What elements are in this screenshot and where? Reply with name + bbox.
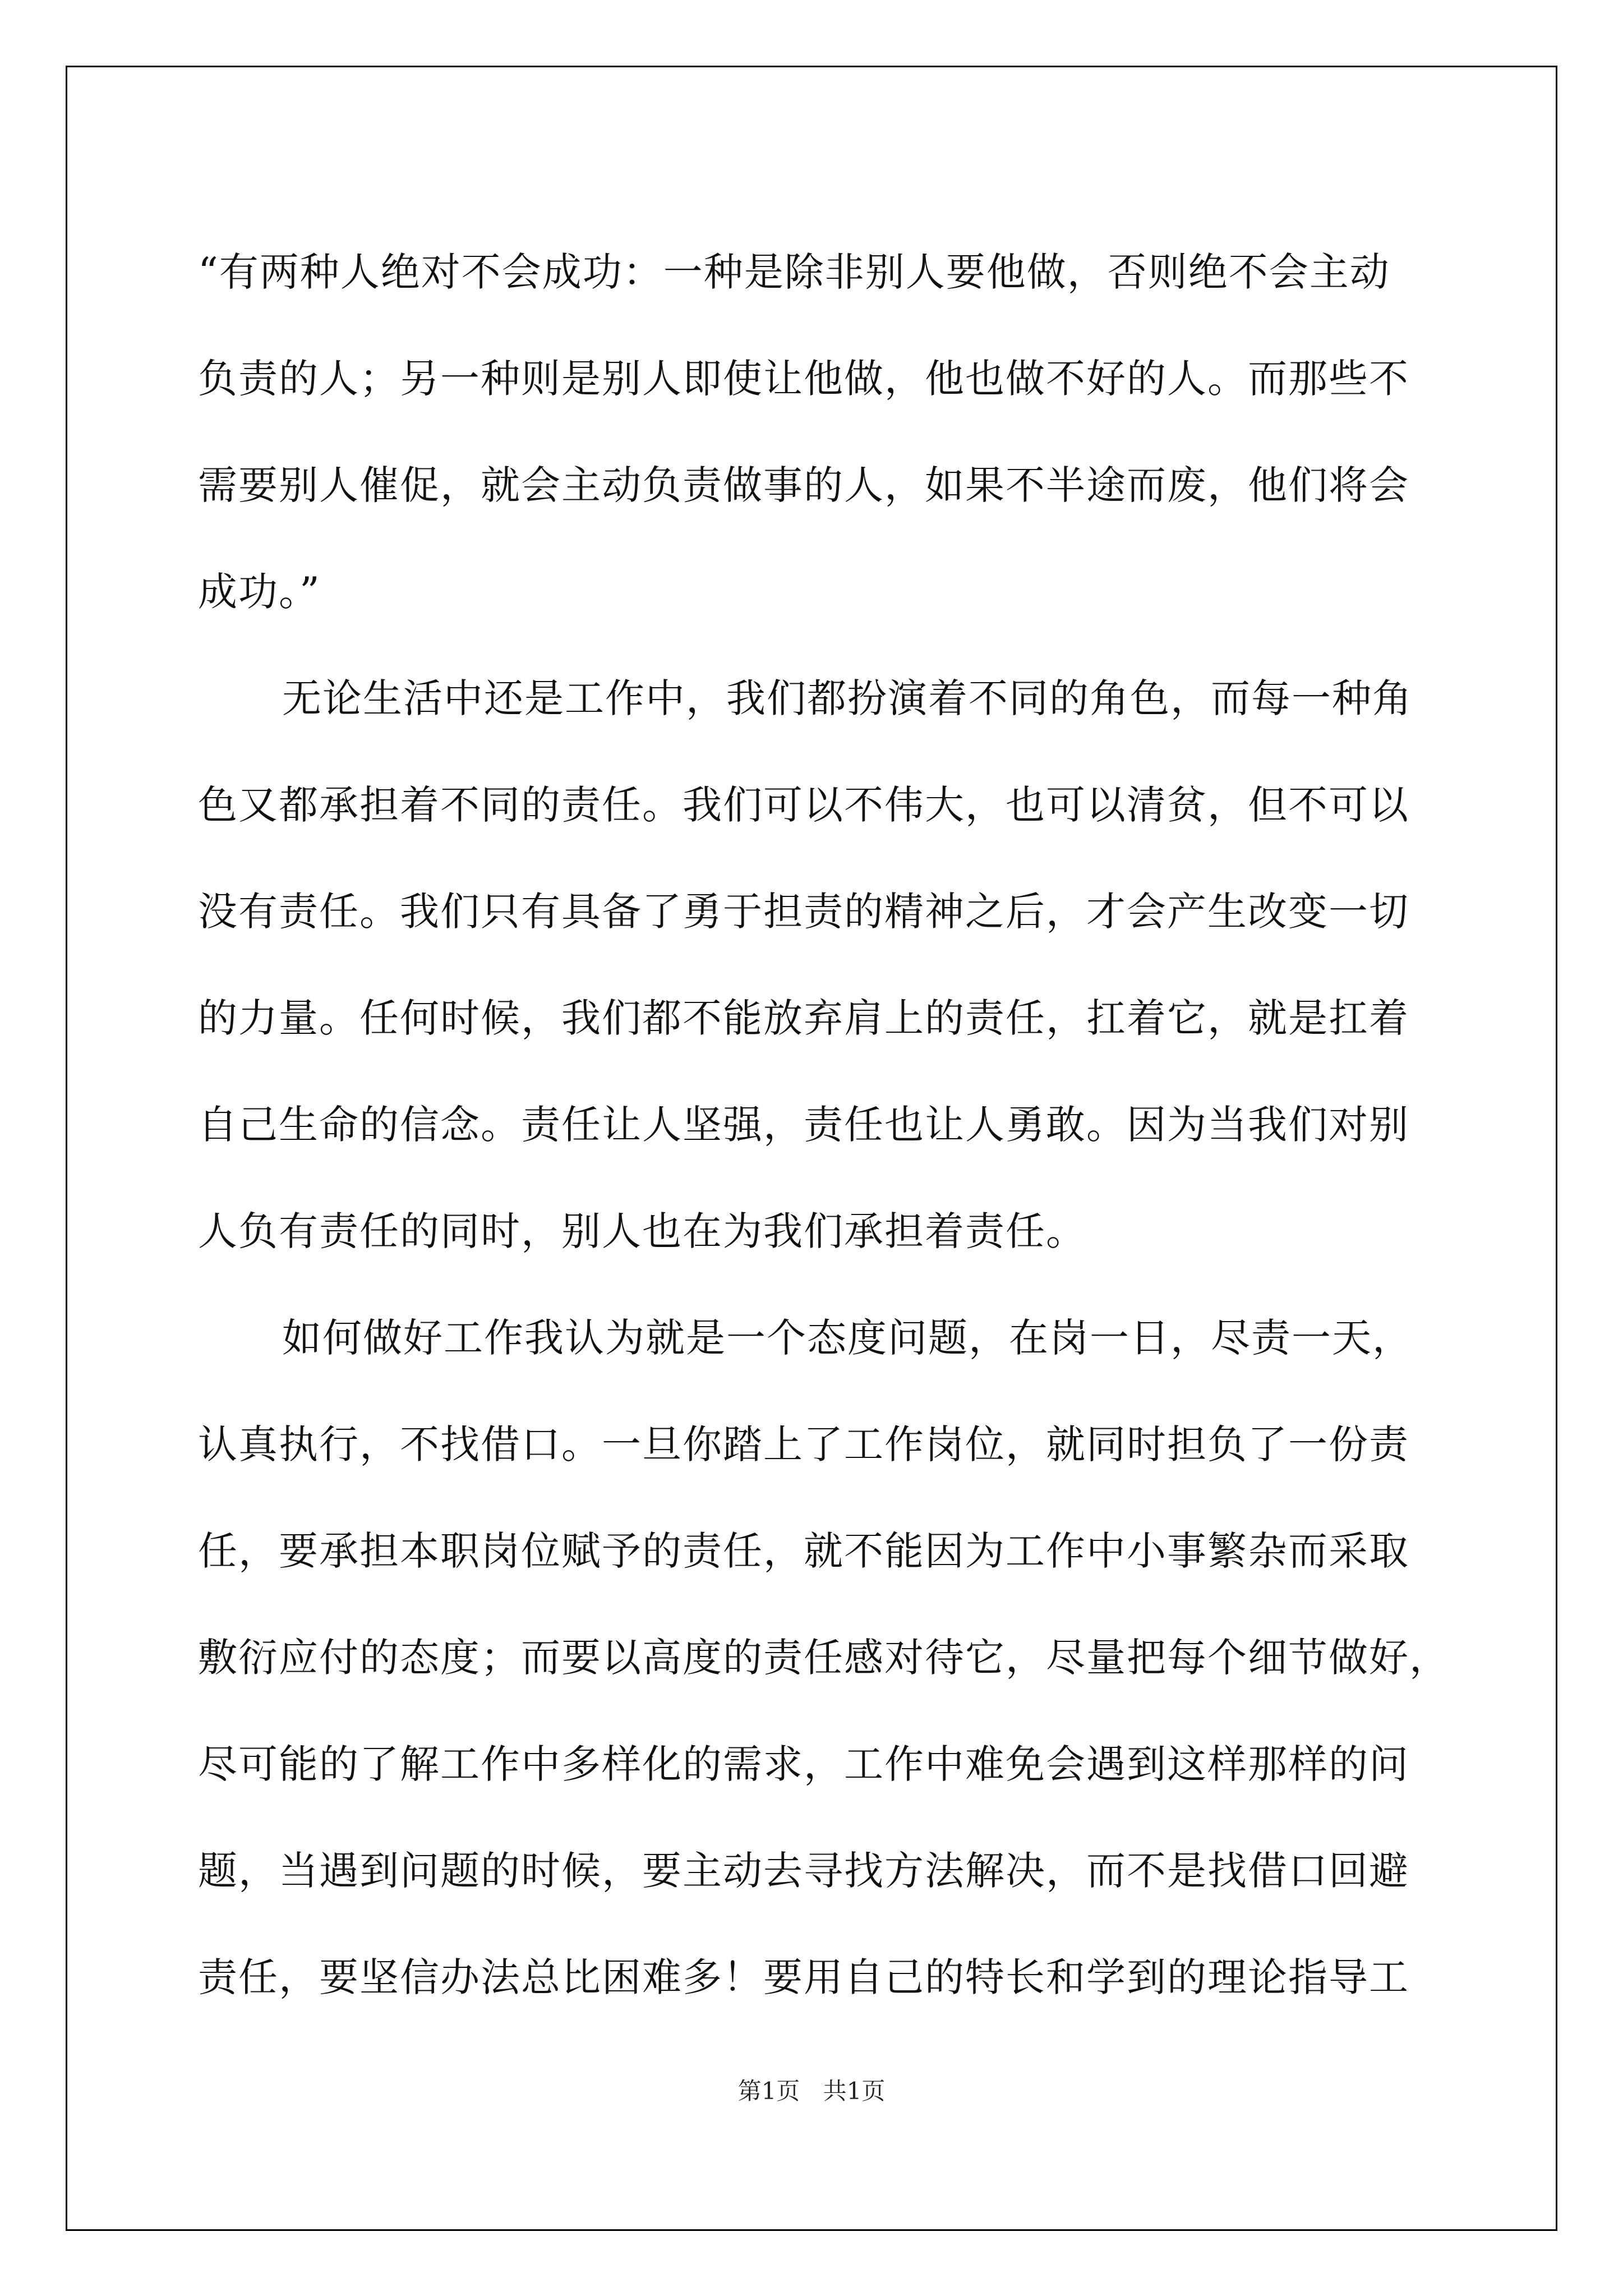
text-line: 责任，要坚信办法总比困难多！要用自己的特长和学到的理论指导工 bbox=[198, 1954, 1409, 2000]
page-number: 第1页 bbox=[737, 2077, 800, 2105]
text-line: 负责的人；另一种则是别人即使让他做，他也做不好的人。而那些不 bbox=[198, 356, 1409, 402]
text-line: 人负有责任的同时，别人也在为我们承担着责任。 bbox=[198, 1208, 1086, 1254]
paragraph-quote bbox=[198, 219, 1426, 645]
text-line: 敷衍应付的态度；而要以高度的责任感对待它，尽量把每个细节做好， bbox=[198, 1635, 1450, 1681]
text-line: 成功。” bbox=[198, 569, 321, 615]
text-line: 色又都承担着不同的责任。我们可以不伟大，也可以清贫，但不可以 bbox=[198, 782, 1409, 828]
text-line: 的力量。任何时候，我们都不能放弃肩上的责任，扛着它，就是扛着 bbox=[198, 995, 1409, 1041]
text-line: 自己生命的信念。责任让人坚强，责任也让人勇敢。因为当我们对别 bbox=[198, 1102, 1409, 1148]
paragraph-work-attitude bbox=[198, 1285, 1450, 2031]
text-line: 需要别人催促，就会主动负责做事的人，如果不半途而废，他们将会 bbox=[198, 462, 1409, 508]
text-line: “有两种人绝对不会成功：一种是除非别人要他做，否则绝不会主动 bbox=[198, 249, 1390, 295]
text-line: 无论生活中还是工作中，我们都扮演着不同的角色，而每一种角 bbox=[282, 675, 1413, 721]
text-line: 尽可能的了解工作中多样化的需求，工作中难免会遇到这样那样的问 bbox=[198, 1741, 1409, 1787]
page-footer bbox=[0, 2073, 1623, 2106]
text-line: 如何做好工作我认为就是一个态度问题，在岗一日，尽责一天， bbox=[282, 1315, 1413, 1361]
text-line: 认真执行，不找借口。一旦你踏上了工作岗位，就同时担负了一份责 bbox=[198, 1421, 1409, 1467]
document-body bbox=[198, 219, 1450, 2031]
text-line: 任，要承担本职岗位赋予的责任，就不能因为工作中小事繁杂而采取 bbox=[198, 1528, 1409, 1574]
paragraph-responsibility bbox=[198, 645, 1426, 1285]
page-total: 共1页 bbox=[823, 2077, 886, 2105]
text-line: 没有责任。我们只有具备了勇于担责的精神之后，才会产生改变一切 bbox=[198, 889, 1409, 935]
text-line: 题，当遇到问题的时候，要主动去寻找方法解决，而不是找借口回避 bbox=[198, 1848, 1409, 1894]
